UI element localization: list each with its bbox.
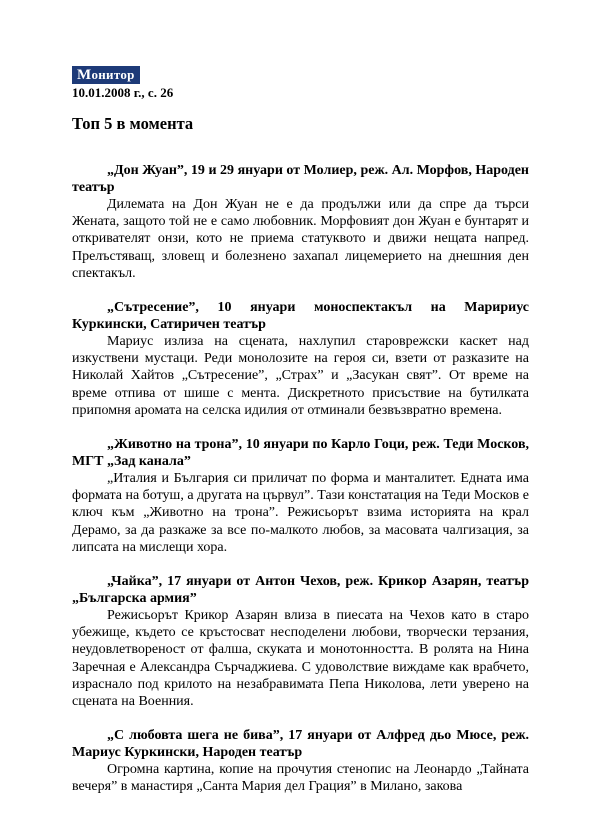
list-item [72,299,529,419]
top-list [72,162,529,796]
list-item [72,436,529,556]
source-logo: Монитор [72,66,140,84]
item-body: Огромна картина, копие на прочутия стенопис на Леонардо „Тайната вечеря” в манастиря „Санта Мария дел Грация” в Милано, закова [72,762,529,795]
item-heading: „Сътресение”, 10 януари моноспектакъл на Маририус Куркински, Сатиричен театър [72,300,529,333]
document-page [72,66,529,813]
dateline: 10.01.2008 г., с. 26 [72,85,174,100]
list-item [72,573,529,710]
item-heading: „С любовта шега не бива”, 17 януари от Алфред дьо Мюсе, реж. Мариус Куркински, Народен театър [72,728,529,761]
item-body: Мариус излиза на сцената, нахлупил староврежски каскет над изкуствени мустаци. Реди монолозите на героя си, взети от разказите на Николай Хайтов „Сътресение”, „Страх” и „Засукан свят”. От време на време отпива от шише с мента. Дискретното присъствие на бутилката припомня аромата на селска идилия от отминали безвъзвратно времена. [72,334,529,418]
page-title: Топ 5 в момента [72,114,194,133]
item-body: Режисьорът Крикор Азарян влиза в пиесата на Чехов като в старо убежище, където се кръстосват несподелени любови, творчески терзания, неудовлетвореност от фалша, скуката и монотонността. В ролята на Нина Заречная е Александра Сърчаджиева. С удоволствие виждаме как врабчето, израснало под крилото на незабравимата Пепа Николова, лети уверено на сцената на Военния. [72,608,529,710]
item-body: „Италия и България си приличат по форма и манталитет. Едната има формата на ботуш, а другата на цървул”. Тази констатация на Теди Москов е ключ към „Животно на трона”. Режисьорът взима историята на крал Дерамо, за да разкаже за все по-малкото любов, за масовата чалгизация, за липсата на мислещи хора. [72,471,529,555]
item-heading: „Животно на трона”, 10 януари по Карло Гоци, реж. Теди Москов, МГТ „Зад канала” [72,437,529,470]
list-item [72,162,529,282]
item-heading: „Чайка”, 17 януари от Антон Чехов, реж. Крикор Азарян, театър „Българска армия” [72,574,529,607]
item-body: Дилемата на Дон Жуан не е да продължи или да спре да търси Жената, защото той не е само любовник. Морфовият дон Жуан е бунтарят и откривателят онзи, кото не приема статуквото и движи нещата напред. Прелъстяващ, зловещ и болезнено захапал лицемерието на днешния ден спектакъл. [72,197,529,281]
list-item [72,727,529,795]
item-heading: „Дон Жуан”, 19 и 29 януари от Молиер, реж. Ал. Морфов, Народен театър [72,163,529,195]
